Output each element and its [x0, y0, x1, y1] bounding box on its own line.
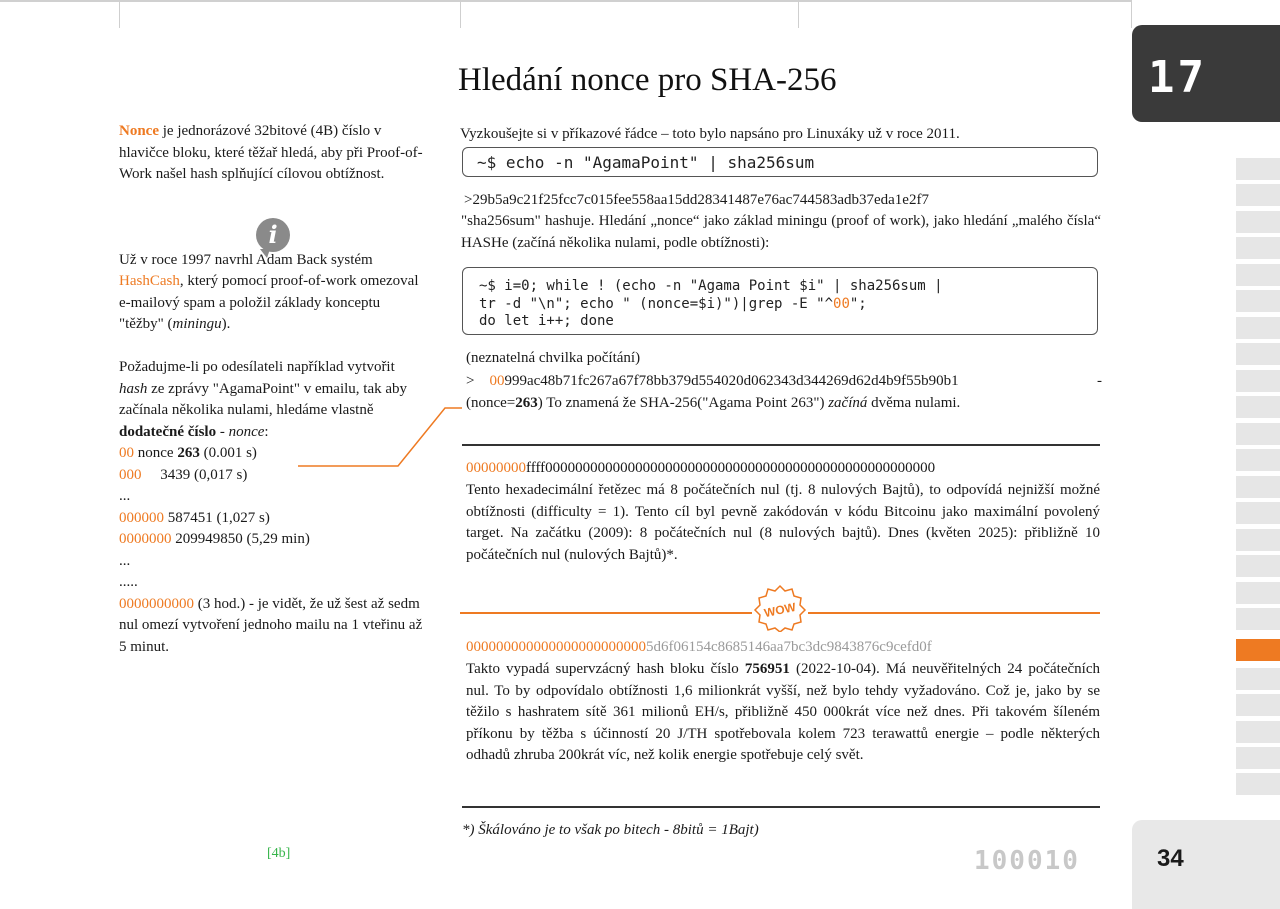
result-dash: -	[1097, 373, 1102, 389]
nonce-def-text: je jednorázové 32bitové (4B) číslo v hlavičce bloku, které těžař hledá, aby při Proof-of-Work našel hash splňující cílovou obtížnost.	[119, 123, 423, 182]
requirement-bold: dodatečné číslo	[119, 423, 217, 440]
binary-page-number: 100010	[974, 846, 1080, 876]
info-icon: i	[256, 218, 290, 252]
super-hash-explanation	[466, 659, 1100, 767]
supervzacny-hash	[466, 637, 932, 659]
super-hash-rest: 5d6f06154c8685146aa7bc3dc9843876c9cefd0f	[646, 639, 932, 655]
wow-badge-text: WOW	[762, 599, 798, 621]
result-text: (nonce=	[466, 395, 516, 411]
example-text: nonce	[134, 445, 178, 461]
code-text: tr -d "\n"; echo " (nonce=$i)")|grep -E "^	[479, 295, 834, 312]
leading-zeros: 000000	[119, 509, 164, 526]
waiting-note: (neznatelná chvilka počítání)	[466, 350, 641, 366]
block-number: 756951	[744, 661, 790, 677]
target-explanation: Tento hexadecimální řetězec má 8 počátečních nul (tj. 8 nulových Bajtů), to odpovídá nejnižší možné obtížnosti (difficulty = 1). Tento cíl byl pevně zakódován v kódu Bitcoinu jako maximální povolený target. Na začátku (2009): 8 počátečních nul (8 nulových bajtů). Dnes (květen 2025): přibližně 10 počátečních nul (nulových Bajtů)*.	[466, 482, 1100, 563]
footnote-reference-link[interactable]: [4b]	[267, 846, 291, 861]
requirement-text: -	[216, 423, 229, 440]
leading-zeros: 000000000000000000000000	[466, 639, 646, 655]
result-hash	[466, 371, 1102, 393]
loop-command-box[interactable]	[462, 267, 1098, 335]
target-hex	[466, 458, 935, 480]
requirement-emphasis: nonce	[228, 423, 265, 440]
explanation-text: "sha256sum" hashuje. Hledání „nonce“ jako základ miningu (proof of work), jako hledání „malého čísla“ HASHe (začíná několika nulami, podle obtížnosti):	[461, 213, 1101, 251]
result-hash-value: 999ac48b71fc267a67f78bb379d554020d062343d344269d62d4b9f55b90b1	[504, 373, 959, 389]
section-divider	[462, 806, 1100, 808]
ellipsis: .....	[119, 574, 138, 590]
result-text: dvěma nulami.	[867, 395, 961, 411]
footnote: *) Škálováno je to však po bitech - 8bitů = 1Bajt)	[462, 822, 759, 838]
page-number: 34	[1157, 845, 1184, 872]
requirement-text: ze zprávy "AgamaPoint" v emailu, tak aby začínala několika nulami, hledáme vlastně	[119, 380, 408, 418]
requirement-text: Požadujme-li po odesílateli například vytvořit	[119, 359, 395, 375]
ellipsis: ...	[119, 488, 131, 504]
history-text: ).	[221, 316, 231, 332]
example-bold: 263	[177, 445, 200, 461]
leading-zeros: 00	[489, 373, 505, 389]
code-line: do let i++; done	[479, 313, 614, 329]
result-prefix: >	[466, 373, 490, 389]
history-text: , který pomocí proof-of-work omezoval e-mailový spam a položil základy konceptu "těžby" (	[119, 273, 419, 332]
example-text: (0.001 s)	[199, 445, 257, 461]
connector-line	[298, 408, 462, 466]
result-emphasis: začíná	[828, 395, 868, 411]
page-title: Hledání nonce pro SHA-256	[458, 62, 837, 98]
wow-badge	[752, 584, 808, 632]
leading-zeros: 00000000	[466, 460, 526, 476]
code-line	[479, 296, 1081, 314]
result-text: ) To znamená že SHA-256("Agama Point 263")	[537, 395, 829, 411]
super-text: Takto vypadá supervzácný hash bloku číslo	[466, 661, 745, 677]
section-divider	[462, 444, 1100, 446]
result-explanation	[466, 393, 960, 415]
chapter-number: 17	[1148, 52, 1207, 103]
wow-divider-right	[808, 612, 1100, 614]
history-text: Už v roce 1997 navrhl Adam Back systém	[119, 251, 373, 268]
example-text: (3 hod.) - je vidět, že už šest až sedm nul omezí vytvoření jednoho mailu na 1 vteřinu až 5 minut.	[119, 595, 423, 655]
leading-zeros: 00	[119, 445, 134, 461]
requirement-emphasis: hash	[119, 380, 148, 397]
nonce-term: Nonce	[119, 123, 159, 139]
result-bold: 263	[515, 395, 538, 411]
intro-text: Vyzkoušejte si v příkazové řádce – toto bylo napsáno pro Linuxáky už v roce 2011.	[460, 126, 960, 142]
command-box[interactable]: ~$ echo -n "AgamaPoint" | sha256sum	[462, 147, 1098, 177]
example-text: 209949850 (5,29 min)	[171, 531, 310, 547]
hash-output: >29b5a9c21f25fcc7c015fee558aa15dd28341487e76ac744583adb37eda1e2f7	[464, 192, 929, 208]
leading-zeros: 000	[119, 466, 142, 483]
hashcash-link[interactable]: HashCash	[119, 273, 180, 289]
wow-divider-left	[460, 612, 752, 614]
code-line: ~$ i=0; while ! (echo -n "Agama Point $i" | sha256sum |	[479, 278, 943, 294]
super-text: (2022-10-04). Má neuvěřitelných 24 počátečních nul. To by odpovídalo obtížnosti 1,6 milionkrát vyšší, než bylo tehdy vyžadováno. Což je, jako by se těžilo s hashratem sítě 361 milionů EH/s, přibližně 450 000krát více než dnes. Při takovém šíleném příkonu by těžba s účinností 20 J/TH spotřebovala kolem 723 terawattů energie – podle některých odhadů zhruba 200krát víc, než kolik energie spotřebuje celý svět.	[466, 661, 1100, 763]
leading-zeros: 0000000	[119, 531, 172, 547]
requirement-text: :	[264, 423, 269, 440]
leading-zeros: 0000000000	[119, 595, 194, 612]
code-text: ";	[849, 295, 867, 312]
ellipsis: ...	[119, 552, 131, 569]
code-zeros: 00	[833, 295, 850, 312]
example-text: 3439 (0,017 s)	[141, 466, 248, 483]
example-text: 587451 (1,027 s)	[164, 509, 270, 526]
history-emphasis: miningu	[172, 316, 222, 332]
target-hex-rest: ffff0000000000000000000000000000000000000000000000000000	[526, 460, 936, 476]
